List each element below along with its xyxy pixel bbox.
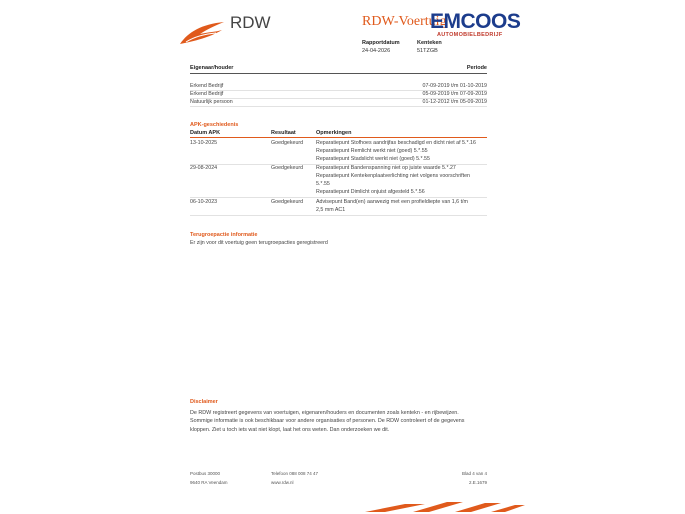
report-date-value: 24-04-2026: [362, 48, 391, 54]
row-divider: [190, 215, 487, 216]
row-divider: [190, 197, 487, 198]
disclaimer-line: Sommige informatie is ook beschikbaar voor andere organisaties of personen. De RDW controleert of de gegevens: [190, 418, 465, 425]
period-column-header: Periode: [466, 65, 487, 71]
apk-date: 06-10-2023: [190, 199, 218, 205]
footer-decor-stripes-icon: [365, 500, 525, 514]
disclaimer-title: Disclaimer: [190, 399, 218, 405]
apk-remark: Reparatiepunt Bandenspanning niet op juiste waarde 5.*.27: [316, 165, 456, 171]
report-title: RDW-Voertuig: [362, 14, 447, 29]
report-date-label: Rapportdatum: [362, 40, 400, 46]
apk-result: Goedgekeurd: [271, 140, 304, 146]
row-divider: [190, 106, 487, 107]
footer-address-2: 9640 RA Veendam: [190, 480, 228, 485]
rdw-logo-icon: [178, 20, 226, 46]
apk-remark: Reparatiepunt Dimlicht onjuist afgesteld 5.*.56: [316, 189, 425, 195]
brand-subtitle: AUTOMOBIELBEDRIJF: [437, 32, 503, 38]
disclaimer-text: [190, 409, 500, 434]
apk-remark: 5.*.55: [316, 181, 330, 187]
license-value: 51TZGB: [417, 48, 438, 54]
owner-name: Erkend Bedrijf: [190, 83, 224, 89]
apk-section-title: APK-geschiedenis: [190, 122, 239, 128]
owner-header-rule: [190, 73, 487, 74]
apk-result: Goedgekeurd: [271, 199, 304, 205]
apk-remark: Reparatiepunt Kentekenplaatverlichting niet volgens voorschriften: [316, 173, 470, 179]
disclaimer-line: kloppen. Ziet u toch iets wat niet klopt, laat het ons weten. Dan onderzoeken we dit.: [190, 426, 390, 433]
disclaimer-line: De RDW registreert gegevens van voertuigen, eigenaren/houders en documenten zoals kentekn - en rijbewijzen.: [190, 410, 459, 416]
apk-remark: Reparatiepunt Stofhoes aandrijfas beschadigd en dicht niet af 5.*.16: [316, 140, 476, 146]
recall-section-title: Terugroepactie informatie: [190, 232, 258, 238]
recall-text: Er zijn voor dit voertuig geen terugroepacties geregistreerd: [190, 240, 328, 246]
footer-address-1: Postbus 30000: [190, 471, 221, 476]
owner-column-header: Eigenaar/houder: [190, 65, 234, 71]
emcoos-logo: [430, 10, 521, 44]
apk-remark: Reparatiepunt Stadslicht werkt niet (goed) 5.*.55: [316, 156, 430, 162]
apk-remark: 2,5 mm AC1: [316, 207, 346, 213]
footer-phone: Telefoon 088 008 74 47: [271, 471, 319, 476]
apk-result-header: Resultaat: [271, 130, 296, 136]
apk-remark: Reparatiepunt Remlicht werkt niet (goed) 5.*.55: [316, 148, 428, 154]
license-label: Kenteken: [417, 40, 442, 46]
apk-remarks-header: Opmerkingen: [316, 130, 352, 136]
owner-name: Natuurlijk persoon: [190, 99, 233, 105]
apk-result: Goedgekeurd: [271, 165, 304, 171]
apk-date: 13-10-2025: [190, 140, 218, 146]
apk-date: 29-08-2024: [190, 165, 218, 171]
footer-page: Blad 4 van 4: [461, 471, 487, 476]
owner-period: 05-09-2019 t/m 07-09-2019: [422, 91, 487, 97]
rdw-logo-text: RDW: [230, 13, 271, 32]
brand-name: EMCOOS: [430, 10, 521, 33]
footer-code: 2.E.1679: [468, 480, 487, 485]
apk-remark: Advisepunt Band(en) aanwezig met een profieldiepte van 1,6 t/m: [316, 199, 468, 205]
owner-name: Erkend Bedrijf: [190, 91, 224, 97]
footer-website[interactable]: www.rdw.nl: [271, 480, 294, 485]
apk-date-header: Datum APK: [190, 130, 221, 136]
apk-header-rule: [190, 137, 487, 138]
owner-period: 01-12-2012 t/m 05-09-2019: [422, 99, 487, 105]
owner-period: 07-09-2019 t/m 01-10-2019: [422, 83, 487, 89]
